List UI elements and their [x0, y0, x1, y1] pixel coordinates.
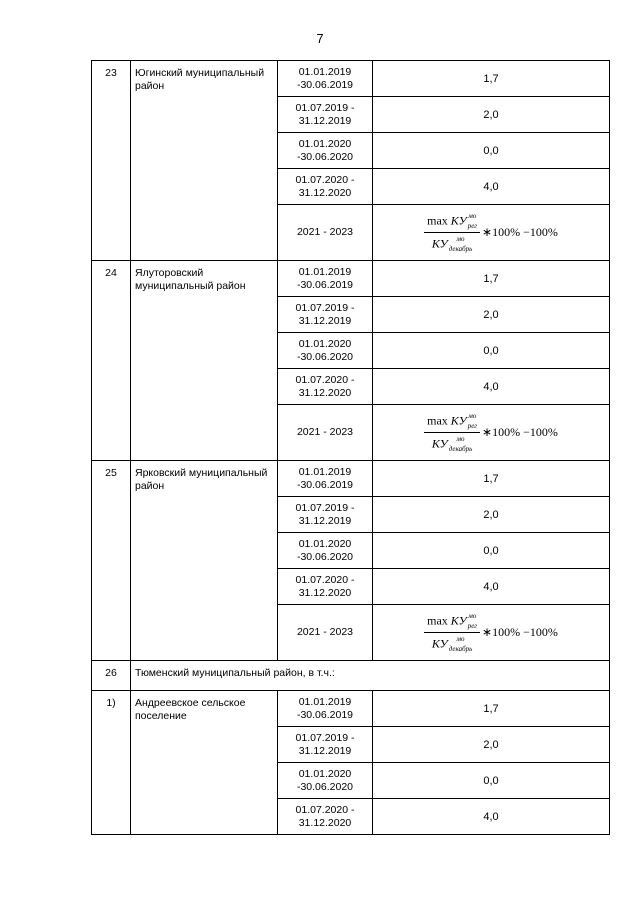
row-number: 24 — [92, 261, 131, 461]
period-cell: 01.07.2020 - 31.12.2020 — [278, 569, 373, 605]
period-cell: 2021 - 2023 — [278, 405, 373, 461]
value-cell: 2,0 — [373, 497, 610, 533]
period-cell: 01.07.2019 - 31.12.2019 — [278, 497, 373, 533]
period-cell: 01.01.2020 -30.06.2020 — [278, 133, 373, 169]
period-cell: 01.01.2019 -30.06.2019 — [278, 461, 373, 497]
value-cell: 4,0 — [373, 169, 610, 205]
value-cell: 1,7 — [373, 691, 610, 727]
value-cell — [373, 205, 610, 261]
row-number: 25 — [92, 461, 131, 661]
period-cell: 01.01.2020 -30.06.2020 — [278, 763, 373, 799]
row-number: 1) — [92, 691, 131, 835]
value-cell: 4,0 — [373, 369, 610, 405]
territory-name: Тюменский муниципальный район, в т.ч.: — [131, 661, 610, 691]
value-cell — [373, 405, 610, 461]
territory-name: Ялуторовский муниципальный район — [131, 261, 278, 461]
row-number: 26 — [92, 661, 131, 691]
table-row — [92, 691, 610, 727]
period-cell: 01.07.2020 - 31.12.2020 — [278, 169, 373, 205]
period-cell: 01.01.2020 -30.06.2020 — [278, 533, 373, 569]
page-number: 7 — [316, 31, 324, 46]
growth-formula: max КУ мо рег КУ мо декабрь ∗100% −100% — [424, 213, 558, 253]
table-row — [92, 261, 610, 297]
growth-formula: max КУ мо рег КУ мо декабрь ∗100% −100% — [424, 413, 558, 453]
value-cell: 1,7 — [373, 461, 610, 497]
table-row — [92, 461, 610, 497]
table-row — [92, 661, 610, 691]
value-cell: 4,0 — [373, 569, 610, 605]
value-cell: 2,0 — [373, 97, 610, 133]
period-cell: 01.01.2019 -30.06.2019 — [278, 691, 373, 727]
value-cell: 4,0 — [373, 799, 610, 835]
period-cell: 01.01.2019 -30.06.2019 — [278, 261, 373, 297]
tariff-table — [91, 60, 610, 835]
row-number: 23 — [92, 61, 131, 261]
territory-name: Ярковский муниципальный район — [131, 461, 278, 661]
period-cell: 01.07.2020 - 31.12.2020 — [278, 799, 373, 835]
period-cell: 01.07.2020 - 31.12.2020 — [278, 369, 373, 405]
value-cell: 1,7 — [373, 61, 610, 97]
period-cell: 01.07.2019 - 31.12.2019 — [278, 297, 373, 333]
value-cell: 0,0 — [373, 133, 610, 169]
value-cell: 0,0 — [373, 533, 610, 569]
period-cell: 01.07.2019 - 31.12.2019 — [278, 97, 373, 133]
value-cell — [373, 605, 610, 661]
period-cell: 2021 - 2023 — [278, 205, 373, 261]
growth-formula: max КУ мо рег КУ мо декабрь ∗100% −100% — [424, 613, 558, 653]
period-cell: 2021 - 2023 — [278, 605, 373, 661]
value-cell: 2,0 — [373, 727, 610, 763]
table-row — [92, 61, 610, 97]
territory-name: Югинский муниципальный район — [131, 61, 278, 261]
territory-name: Андреевское сельское поселение — [131, 691, 278, 835]
period-cell: 01.01.2019 -30.06.2019 — [278, 61, 373, 97]
value-cell: 2,0 — [373, 297, 610, 333]
period-cell: 01.07.2019 - 31.12.2019 — [278, 727, 373, 763]
period-cell: 01.01.2020 -30.06.2020 — [278, 333, 373, 369]
value-cell: 0,0 — [373, 333, 610, 369]
value-cell: 0,0 — [373, 763, 610, 799]
value-cell: 1,7 — [373, 261, 610, 297]
